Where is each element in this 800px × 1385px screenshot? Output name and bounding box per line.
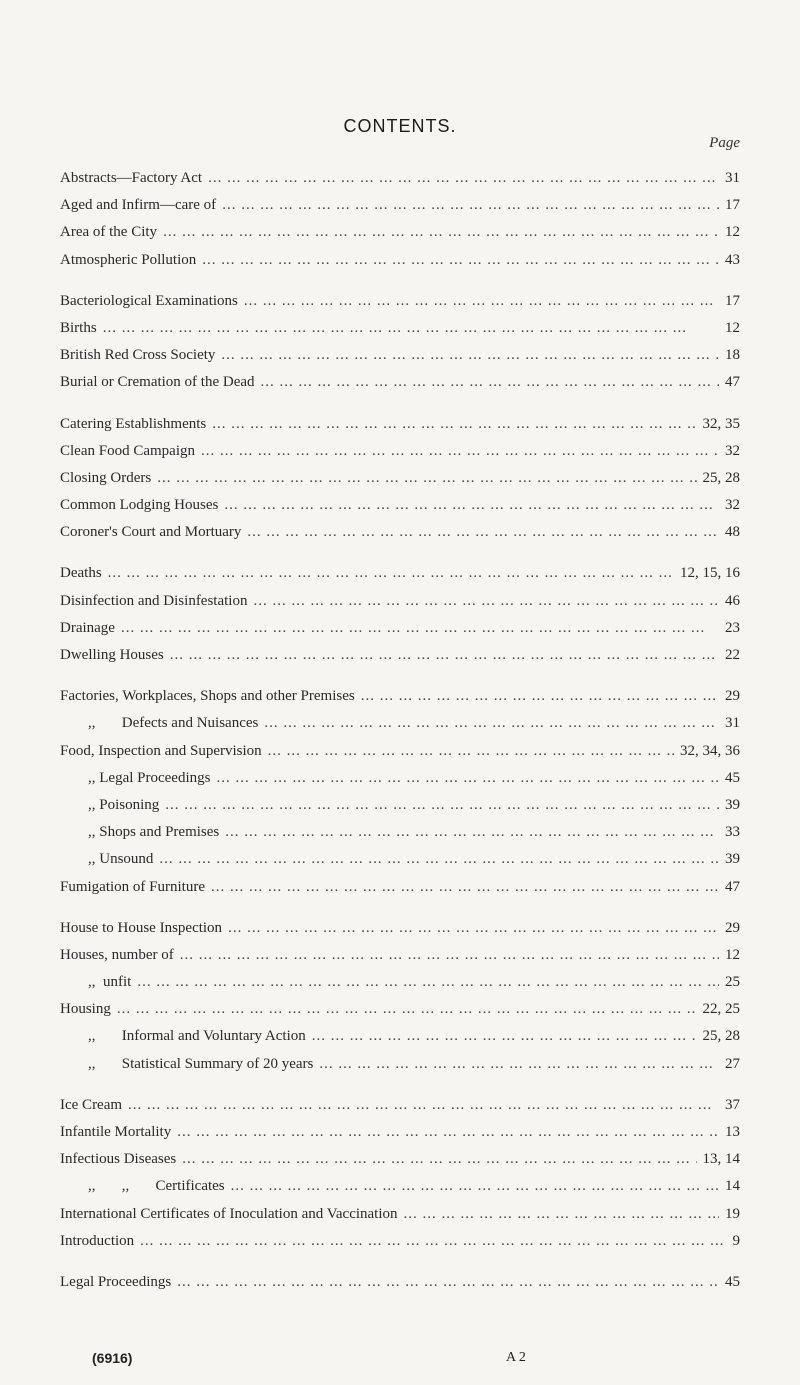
dot-leader: [221, 342, 719, 369]
contents-entry: [60, 738, 740, 765]
entry-page-number: 37: [725, 1096, 740, 1113]
entry-page-number: 19: [725, 1205, 740, 1222]
entry-page-number: 27: [725, 1055, 740, 1072]
contents-entry: [60, 165, 740, 192]
footer-signature-mark: A 2: [506, 1350, 526, 1365]
dot-leader: [222, 192, 719, 219]
entry-label: Infectious Diseases: [60, 1151, 177, 1168]
entry-page-number: 17: [725, 292, 740, 309]
contents-entry: [60, 942, 740, 969]
entry-label: Burial or Cremation of the Dead: [60, 374, 255, 391]
contents-entry: [60, 874, 740, 901]
contents-entry: [60, 411, 740, 438]
entry-label: Factories, Workplaces, Shops and other Premises: [60, 688, 355, 705]
entry-page-number: 29: [725, 919, 740, 936]
contents-entry: [60, 438, 740, 465]
dot-leader: [165, 792, 719, 819]
dot-leader: [319, 1051, 719, 1078]
entry-label: Drainage: [60, 619, 115, 636]
entry-label: ,, Informal and Voluntary Action: [88, 1028, 306, 1045]
footer-print-code: (6916): [92, 1350, 133, 1366]
entry-label: Deaths: [60, 565, 102, 582]
contents-group: [60, 1092, 740, 1255]
dot-leader: [212, 411, 696, 438]
contents-list: [60, 165, 740, 1310]
contents-entry: [60, 492, 740, 519]
dot-leader: [159, 846, 719, 873]
contents-entry: [60, 219, 740, 246]
entry-label: Common Lodging Houses: [60, 497, 219, 514]
contents-entry: [60, 342, 740, 369]
dot-leader: [253, 588, 719, 615]
page-title: CONTENTS.: [343, 116, 457, 136]
dot-leader: [157, 465, 696, 492]
entry-page-number: 32: [725, 497, 740, 514]
contents-entry: [60, 1092, 740, 1119]
contents-group: [60, 1269, 740, 1296]
contents-entry: [60, 996, 740, 1023]
dot-leader: [312, 1023, 697, 1050]
entry-page-number: 31: [725, 715, 740, 732]
contents-entry: [60, 765, 740, 792]
entry-label: Introduction: [60, 1232, 135, 1249]
entry-label: ,, Defects and Nuisances: [88, 715, 259, 732]
entry-page-number: 18: [725, 347, 740, 364]
entry-page-number: 29: [725, 688, 740, 705]
dot-leader: [208, 165, 719, 192]
contents-entry: [60, 1023, 740, 1050]
entry-page-number: 14: [725, 1178, 740, 1195]
entry-page-number: 22, 25: [702, 1001, 740, 1018]
dot-leader: [261, 369, 719, 396]
entry-label: ,, Poisoning: [88, 796, 160, 813]
dot-leader: [137, 969, 719, 996]
contents-group: [60, 560, 740, 669]
dot-leader: [264, 710, 719, 737]
contents-entry: [60, 519, 740, 546]
contents-entry: [60, 819, 740, 846]
entry-label: ,, Unsound: [88, 851, 154, 868]
entry-label: Bacteriological Examinations: [60, 292, 238, 309]
page-column-heading: Page: [709, 135, 740, 151]
entry-label: Abstracts—Factory Act: [60, 170, 203, 186]
dot-leader: [244, 288, 719, 315]
contents-entry: [60, 1119, 740, 1146]
entry-page-number: 33: [725, 824, 740, 841]
contents-entry: [60, 369, 740, 396]
contents-group: [60, 915, 740, 1078]
dot-leader: [231, 1173, 719, 1200]
entry-page-number: 47: [725, 878, 740, 895]
entry-label: Dwelling Houses: [60, 647, 164, 663]
entry-label: Infantile Mortality: [60, 1124, 172, 1140]
entry-label: Closing Orders: [60, 469, 152, 486]
entry-page-number: 47: [725, 374, 740, 391]
entry-label: Atmospheric Pollution: [60, 251, 197, 268]
contents-entry: [60, 1201, 740, 1228]
dot-leader: [128, 1092, 719, 1119]
entry-label: Fumigation of Furniture: [60, 878, 205, 895]
contents-group: [60, 288, 740, 397]
contents-entry: [60, 969, 740, 996]
dot-leader: [404, 1201, 719, 1228]
contents-entry: [60, 192, 740, 219]
entry-page-number: 31: [725, 170, 740, 186]
entry-page-number: 13, 14: [702, 1151, 740, 1168]
entry-page-number: 45: [725, 769, 740, 786]
entry-label: ,, ,, Certificates: [88, 1178, 225, 1195]
entry-label: Legal Proceedings: [60, 1273, 172, 1290]
dot-leader: [177, 1119, 719, 1146]
dot-leader: [228, 915, 719, 942]
entry-page-number: 46: [725, 592, 740, 609]
entry-page-number: 9: [732, 1232, 740, 1249]
dot-leader: [180, 942, 719, 969]
entry-page-number: 13: [725, 1124, 740, 1140]
entry-page-number: 12, 15, 16: [680, 565, 740, 582]
dot-leader: [103, 315, 719, 342]
dot-leader: [121, 615, 719, 642]
entry-label: Catering Establishments: [60, 415, 207, 432]
contents-entry: [60, 1228, 740, 1255]
entry-label: Clean Food Campaign: [60, 442, 195, 459]
entry-page-number: 12: [725, 946, 740, 963]
dot-leader: [361, 683, 719, 710]
entry-label: ,, Statistical Summary of 20 years: [88, 1055, 314, 1072]
contents-group: [60, 165, 740, 274]
dot-leader: [117, 996, 697, 1023]
dot-leader: [211, 874, 719, 901]
contents-entry: [60, 1146, 740, 1173]
contents-entry: [60, 642, 740, 669]
entry-label: House to House Inspection: [60, 919, 223, 936]
dot-leader: [247, 519, 719, 546]
entry-label: Ice Cream: [60, 1096, 123, 1113]
contents-entry: [60, 560, 740, 587]
entry-page-number: 12: [725, 319, 740, 336]
entry-page-number: 25, 28: [702, 469, 740, 486]
contents-entry: [60, 1269, 740, 1296]
entry-page-number: 48: [725, 524, 740, 541]
entry-label: British Red Cross Society: [60, 347, 216, 364]
entry-label: Houses, number of: [60, 946, 174, 963]
entry-page-number: 32: [725, 442, 740, 459]
entry-page-number: 23: [725, 619, 740, 636]
contents-entry: [60, 1051, 740, 1078]
dot-leader: [170, 642, 719, 669]
entry-label: ,, Shops and Premises: [88, 824, 220, 841]
entry-label: Coroner's Court and Mortuary: [60, 524, 242, 541]
entry-label: Housing: [60, 1001, 111, 1018]
dot-leader: [216, 765, 719, 792]
contents-entry: [60, 710, 740, 737]
entry-page-number: 32, 34, 36: [680, 742, 740, 759]
entry-page-number: 25, 28: [702, 1028, 740, 1045]
contents-entry: [60, 315, 740, 342]
contents-entry: [60, 615, 740, 642]
contents-entry: [60, 683, 740, 710]
contents-entry: [60, 1173, 740, 1200]
entry-label: ,, unfit: [88, 974, 132, 991]
entry-page-number: 17: [725, 197, 740, 214]
dot-leader: [108, 560, 674, 587]
entry-label: International Certificates of Inoculation and Vaccination: [60, 1205, 398, 1222]
entry-page-number: 32, 35: [702, 415, 740, 432]
contents-entry: [60, 588, 740, 615]
dot-leader: [225, 819, 719, 846]
entry-label: ,, Legal Proceedings: [88, 769, 211, 786]
dot-leader: [202, 247, 719, 274]
contents-group: [60, 683, 740, 901]
entry-page-number: 43: [725, 251, 740, 268]
contents-entry: [60, 247, 740, 274]
dot-leader: [224, 492, 719, 519]
dot-leader: [177, 1269, 719, 1296]
dot-leader: [201, 438, 719, 465]
entry-page-number: 25: [725, 974, 740, 991]
contents-entry: [60, 846, 740, 873]
entry-page-number: 22: [725, 647, 740, 663]
entry-label: Births: [60, 319, 97, 336]
contents-entry: [60, 792, 740, 819]
contents-entry: [60, 288, 740, 315]
entry-page-number: 39: [725, 796, 740, 813]
entry-label: Aged and Infirm—care of: [60, 197, 217, 214]
dot-leader: [268, 738, 674, 765]
contents-entry: [60, 465, 740, 492]
contents-group: [60, 411, 740, 547]
entry-page-number: 12: [725, 224, 740, 241]
entry-label: Disinfection and Disinfestation: [60, 592, 248, 609]
entry-label: Food, Inspection and Supervision: [60, 742, 262, 759]
entry-page-number: 39: [725, 851, 740, 868]
contents-entry: [60, 915, 740, 942]
dot-leader: [182, 1146, 696, 1173]
entry-label: Area of the City: [60, 224, 158, 241]
entry-page-number: 45: [725, 1273, 740, 1290]
dot-leader: [163, 219, 719, 246]
dot-leader: [140, 1228, 726, 1255]
